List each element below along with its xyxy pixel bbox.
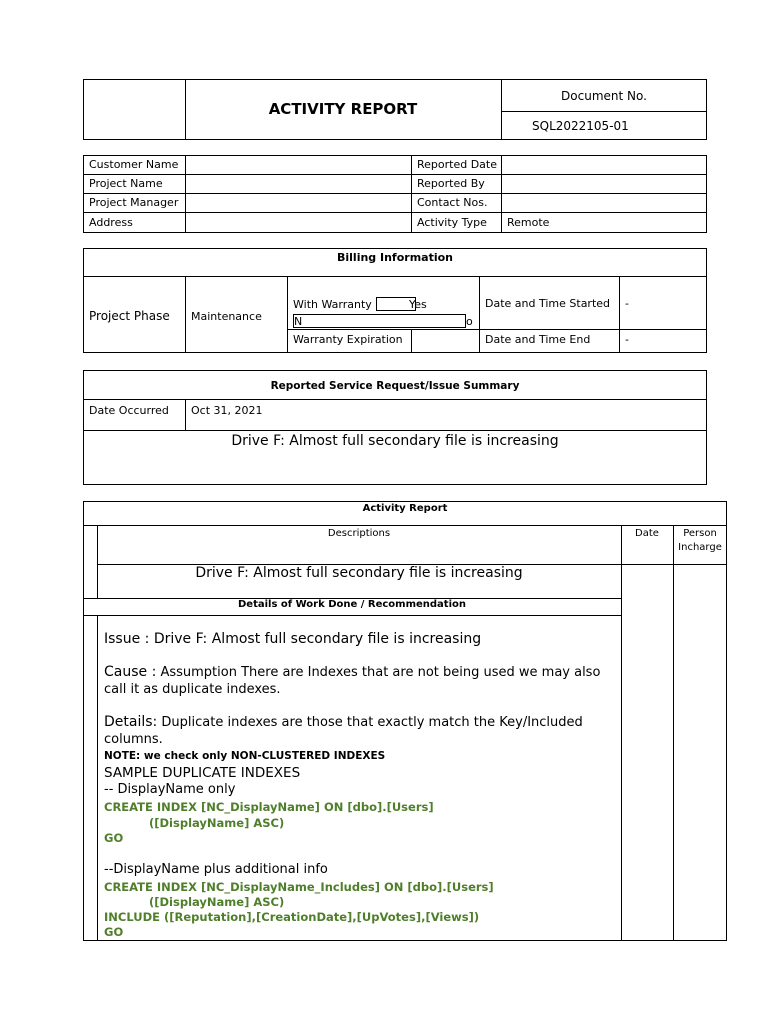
activity-type-value: Remote (507, 216, 550, 229)
cause-label: Cause : (104, 664, 157, 680)
col-date: Date (635, 528, 659, 539)
issue-summary: Drive F: Almost full secondary file is increasing (231, 433, 559, 449)
details-text-1: Duplicate indexes are those that exactly match the Key/Included (161, 715, 583, 730)
with-warranty-label: With Warranty (293, 298, 372, 311)
col-person-line-1: Person (683, 528, 717, 539)
activity-type-label: Activity Type (417, 216, 487, 229)
sample-heading: SAMPLE DUPLICATE INDEXES (104, 765, 301, 781)
cause-paragraph (104, 664, 600, 680)
date-end-value: - (625, 333, 629, 346)
date-end-label: Date and Time End (485, 333, 591, 346)
no-label-n: N (294, 315, 303, 328)
code-2-line-1: CREATE INDEX [NC_DisplayName_Includes] ON [dbo].[Users] (104, 880, 494, 894)
code-1-line-1: CREATE INDEX [NC_DisplayName] ON [dbo].[Users] (104, 800, 434, 814)
col-person-line-2: Incharge (678, 542, 722, 553)
comment-1: -- DisplayName only (104, 782, 236, 797)
service-request-heading: Reported Service Request/Issue Summary (270, 380, 520, 392)
note-line: NOTE: we check only NON-CLUSTERED INDEXES (104, 750, 386, 762)
issue-line: Issue : Drive F: Almost full secondary file is increasing (104, 631, 482, 647)
document-no-label: Document No. (561, 89, 647, 103)
details-label: Details: (104, 714, 158, 730)
billing-heading: Billing Information (337, 251, 453, 264)
code-2-line-3: INCLUDE ([Reputation],[CreationDate],[UpVotes],[Views]) (104, 910, 480, 924)
details-paragraph (104, 714, 583, 730)
date-occurred-label: Date Occurred (89, 404, 169, 417)
cause-text-1: Assumption There are Indexes that are not being used we may also (160, 665, 601, 680)
no-checkbox[interactable] (293, 314, 466, 328)
date-started-value: - (625, 297, 629, 310)
project-phase-value: Maintenance (191, 310, 262, 323)
date-occurred-value: Oct 31, 2021 (191, 404, 263, 417)
yes-label: Yes (409, 298, 427, 311)
code-2-line-4: GO (104, 925, 124, 939)
project-manager-label: Project Manager (89, 196, 179, 209)
activity-description: Drive F: Almost full secondary file is increasing (195, 565, 523, 581)
date-started-label: Date and Time Started (485, 297, 611, 310)
warranty-expiration-label: Warranty Expiration (293, 333, 403, 346)
details-heading: Details of Work Done / Recommendation (237, 599, 467, 610)
reported-by-label: Reported By (417, 177, 485, 190)
contact-nos-label: Contact Nos. (417, 196, 488, 209)
code-1-line-3: GO (104, 831, 124, 845)
comment-2: --DisplayName plus additional info (104, 862, 328, 877)
code-2-line-2: ([DisplayName] ASC) (149, 895, 285, 909)
project-name-label: Project Name (89, 177, 163, 190)
customer-name-label: Customer Name (89, 158, 179, 171)
cause-text-2: call it as duplicate indexes. (104, 682, 281, 697)
code-1-line-2: ([DisplayName] ASC) (149, 816, 285, 830)
document-no-value: SQL2022105-01 (532, 119, 629, 133)
details-text-2: columns. (104, 732, 163, 747)
project-phase-label: Project Phase (89, 309, 170, 323)
no-label-o: o (466, 315, 473, 328)
page-title: ACTIVITY REPORT (268, 100, 418, 118)
address-label: Address (89, 216, 133, 229)
activity-heading: Activity Report (362, 503, 448, 514)
col-descriptions: Descriptions (327, 528, 391, 539)
reported-date-label: Reported Date (417, 158, 498, 171)
